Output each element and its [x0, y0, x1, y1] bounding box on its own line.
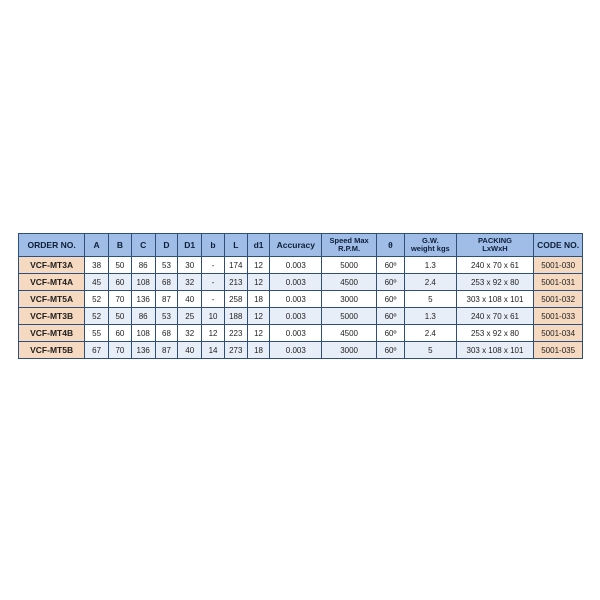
cell-gw: 2.4: [404, 325, 456, 342]
table-row: [19, 308, 583, 325]
column-header-line: B: [116, 240, 123, 250]
cell-packing: 303 x 108 x 101: [456, 291, 534, 308]
cell-d1: 12: [247, 325, 270, 342]
cell-d: 68: [155, 325, 178, 342]
cell-theta: 60º: [377, 291, 405, 308]
cell-d1: 40: [178, 342, 202, 359]
column-header-a: [85, 234, 109, 257]
cell-packing: 240 x 70 x 61: [456, 257, 534, 274]
cell-theta: 60º: [377, 342, 405, 359]
cell-gw: 1.3: [404, 257, 456, 274]
column-header-line: Speed Max: [329, 236, 369, 245]
cell-l: 188: [224, 308, 247, 325]
column-header-line: weight kgs: [410, 244, 450, 253]
cell-l: 213: [224, 274, 247, 291]
column-header-theta: [377, 234, 405, 257]
cell-accuracy: 0.003: [270, 257, 322, 274]
cell-order: VCF-MT5A: [19, 291, 85, 308]
table-row: [19, 325, 583, 342]
cell-c: 136: [131, 291, 155, 308]
column-header-d: [155, 234, 178, 257]
column-header-order: [19, 234, 85, 257]
cell-b: 60: [109, 274, 132, 291]
cell-accuracy: 0.003: [270, 342, 322, 359]
column-header-line: R.P.M.: [338, 244, 361, 253]
cell-c: 86: [131, 308, 155, 325]
cell-b: -: [202, 257, 225, 274]
cell-code: 5001-034: [534, 325, 583, 342]
table-row: [19, 274, 583, 291]
cell-accuracy: 0.003: [270, 308, 322, 325]
column-header-line: G.W.: [421, 236, 439, 245]
cell-packing: 253 x 92 x 80: [456, 274, 534, 291]
table-header-row: [19, 234, 583, 257]
table-row: [19, 257, 583, 274]
cell-l: 174: [224, 257, 247, 274]
cell-b: 70: [109, 342, 132, 359]
column-header-line: A: [93, 240, 100, 250]
cell-order: VCF-MT4B: [19, 325, 85, 342]
cell-d1: 40: [178, 291, 202, 308]
cell-code: 5001-030: [534, 257, 583, 274]
cell-b: 12: [202, 325, 225, 342]
cell-d: 53: [155, 308, 178, 325]
cell-gw: 2.4: [404, 274, 456, 291]
cell-theta: 60º: [377, 325, 405, 342]
cell-c: 86: [131, 257, 155, 274]
cell-speed: 3000: [322, 342, 377, 359]
cell-b: 10: [202, 308, 225, 325]
column-header-line: PACKING: [477, 236, 512, 245]
cell-gw: 5: [404, 291, 456, 308]
cell-code: 5001-033: [534, 308, 583, 325]
cell-d: 87: [155, 291, 178, 308]
column-header-b: [202, 234, 225, 257]
cell-a: 52: [85, 308, 109, 325]
cell-packing: 253 x 92 x 80: [456, 325, 534, 342]
column-header-line: C: [140, 240, 147, 250]
column-header-line: b: [210, 240, 216, 250]
cell-d1: 25: [178, 308, 202, 325]
cell-order: VCF-MT4A: [19, 274, 85, 291]
column-header-line: CODE NO.: [537, 240, 580, 250]
cell-b: 60: [109, 325, 132, 342]
column-header-packing: [456, 234, 534, 257]
cell-d1: 32: [178, 274, 202, 291]
column-header-accuracy: [270, 234, 322, 257]
cell-l: 258: [224, 291, 247, 308]
table-row: [19, 291, 583, 308]
cell-order: VCF-MT3B: [19, 308, 85, 325]
cell-d1: 32: [178, 325, 202, 342]
column-header-d1: [247, 234, 270, 257]
cell-order: VCF-MT3A: [19, 257, 85, 274]
cell-d: 53: [155, 257, 178, 274]
table-row: [19, 342, 583, 359]
column-header-code: [534, 234, 583, 257]
cell-order: VCF-MT5B: [19, 342, 85, 359]
cell-theta: 60º: [377, 257, 405, 274]
cell-b: 70: [109, 291, 132, 308]
cell-d: 87: [155, 342, 178, 359]
cell-a: 38: [85, 257, 109, 274]
column-header-gw: [404, 234, 456, 257]
column-header-line: L: [233, 240, 239, 250]
cell-speed: 4500: [322, 325, 377, 342]
column-header-line: D: [163, 240, 170, 250]
column-header-b: [109, 234, 132, 257]
cell-l: 223: [224, 325, 247, 342]
cell-a: 45: [85, 274, 109, 291]
cell-b: 14: [202, 342, 225, 359]
cell-gw: 1.3: [404, 308, 456, 325]
column-header-speed: [322, 234, 377, 257]
cell-accuracy: 0.003: [270, 325, 322, 342]
cell-packing: 303 x 108 x 101: [456, 342, 534, 359]
column-header-line: d1: [253, 240, 264, 250]
cell-a: 55: [85, 325, 109, 342]
spec-table: [18, 233, 583, 359]
cell-speed: 5000: [322, 257, 377, 274]
cell-accuracy: 0.003: [270, 274, 322, 291]
column-header-line: ORDER NO.: [27, 240, 76, 250]
cell-d1: 12: [247, 257, 270, 274]
spec-table-container: [18, 233, 583, 359]
cell-gw: 5: [404, 342, 456, 359]
column-header-d1: [178, 234, 202, 257]
cell-d1: 12: [247, 308, 270, 325]
cell-code: 5001-035: [534, 342, 583, 359]
cell-theta: 60º: [377, 274, 405, 291]
cell-packing: 240 x 70 x 61: [456, 308, 534, 325]
column-header-line: θ: [388, 240, 393, 250]
cell-d: 68: [155, 274, 178, 291]
cell-c: 136: [131, 342, 155, 359]
cell-speed: 5000: [322, 308, 377, 325]
cell-d1: 12: [247, 274, 270, 291]
cell-b: -: [202, 274, 225, 291]
cell-b: -: [202, 291, 225, 308]
cell-c: 108: [131, 274, 155, 291]
cell-d1: 30: [178, 257, 202, 274]
cell-speed: 4500: [322, 274, 377, 291]
cell-speed: 3000: [322, 291, 377, 308]
cell-c: 108: [131, 325, 155, 342]
cell-accuracy: 0.003: [270, 291, 322, 308]
column-header-line: Accuracy: [276, 240, 315, 250]
cell-b: 50: [109, 257, 132, 274]
column-header-line: D1: [184, 240, 196, 250]
cell-l: 273: [224, 342, 247, 359]
column-header-l: [224, 234, 247, 257]
cell-d1: 18: [247, 342, 270, 359]
cell-code: 5001-031: [534, 274, 583, 291]
table-body: [19, 257, 583, 359]
cell-code: 5001-032: [534, 291, 583, 308]
cell-b: 50: [109, 308, 132, 325]
column-header-line: LxWxH: [482, 244, 508, 253]
column-header-c: [131, 234, 155, 257]
cell-a: 67: [85, 342, 109, 359]
cell-a: 52: [85, 291, 109, 308]
cell-d1: 18: [247, 291, 270, 308]
cell-theta: 60º: [377, 308, 405, 325]
